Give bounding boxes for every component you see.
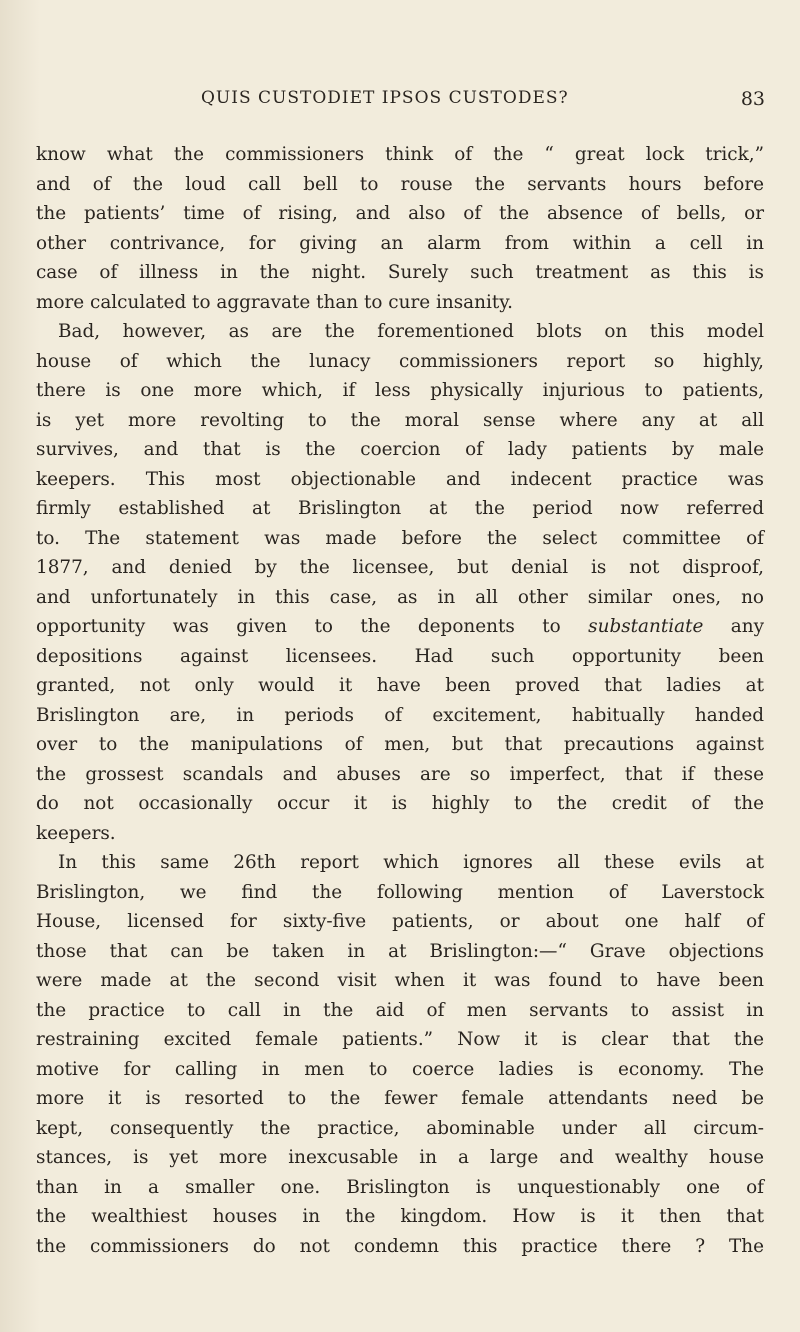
text-line: House, licensed for sixty-five patients, or about one half of (36, 911, 764, 932)
paragraph (36, 317, 764, 848)
text-line: Bad, however, as are the forementioned blots on this model (58, 321, 764, 342)
text-line: depositions against licensees. Had such opportunity been (36, 645, 764, 667)
text-line: the patients’ time of rising, and also of the absence of bells, or (36, 203, 764, 224)
text-line: Brislington are, in periods of excitement, habitually handed (36, 704, 764, 726)
text-line: were made at the second visit when it was found to have been (36, 970, 764, 991)
body-text (36, 140, 764, 1261)
text-line: case of illness in the night. Surely such treatment as this is (36, 262, 764, 283)
text-line: motive for calling in men to coerce ladies is economy. The (36, 1058, 764, 1080)
text-line: is yet more revolting to the moral sense where any at all (36, 409, 764, 431)
italic-phrase: substantiate (588, 616, 704, 637)
text-line: and of the loud call bell to rouse the servants hours before (36, 173, 764, 195)
text-line: the commissioners do not condemn this practice there ? The (36, 1235, 764, 1257)
text-line: house of which the lunacy commissioners report so highly, (36, 350, 764, 372)
text-line: over to the manipulations of men, but that precautions against (36, 734, 764, 755)
text-line: restraining excited female patients.” Now it is clear that the (36, 1029, 764, 1050)
text-line: to. The statement was made before the select committee of (36, 527, 764, 549)
text-line: stances, is yet more inexcusable in a large and wealthy house (36, 1147, 764, 1168)
text-line: firmly established at Brislington at the period now referred (36, 498, 764, 519)
text-line: kept, consequently the practice, abominable under all circum- (36, 1117, 764, 1139)
text-line: keepers. This most objectionable and indecent practice was (36, 468, 764, 490)
text-line-with-italic: opportunity was given to the deponents to substantiate any (36, 616, 764, 637)
text-line: survives, and that is the coercion of lady patients by male (36, 439, 764, 460)
text-line: than in a smaller one. Brislington is unquestionably one of (36, 1176, 764, 1198)
page-number: 83 (740, 88, 765, 110)
text-line: and unfortunately in this case, as in all other similar ones, no (36, 586, 764, 608)
text-line: more calculated to aggravate than to cure insanity. (36, 291, 514, 313)
text-line: other contrivance, for giving an alarm from within a cell in (36, 232, 764, 254)
text-line: the wealthiest houses in the kingdom. How is it then that (36, 1206, 764, 1227)
text-line: the grossest scandals and abuses are so imperfect, that if these (36, 763, 764, 785)
paragraph (36, 848, 764, 1261)
running-title: QUIS CUSTODIET IPSOS CUSTODES? (201, 88, 569, 108)
text-line: granted, not only would it have been proved that ladies at (36, 675, 764, 696)
text-line: the practice to call in the aid of men servants to assist in (36, 999, 764, 1021)
text-line: those that can be taken in at Brislington:—“ Grave objections (36, 940, 764, 962)
text-line: Brislington, we find the following mention of Laverstock (36, 881, 764, 903)
text-line: In this same 26th report which ignores all these evils at (58, 852, 764, 873)
page-header (0, 88, 800, 118)
paragraph (36, 140, 764, 317)
text-line: 1877, and denied by the licensee, but denial is not disproof, (36, 557, 764, 578)
text-line: know what the commissioners think of the “ great lock trick,” (36, 144, 764, 165)
text-line: keepers. (36, 822, 116, 844)
text-line: more it is resorted to the fewer female attendants need be (36, 1088, 764, 1109)
text-line: do not occasionally occur it is highly to the credit of the (36, 793, 764, 814)
text-line: there is one more which, if less physically injurious to patients, (36, 380, 764, 401)
